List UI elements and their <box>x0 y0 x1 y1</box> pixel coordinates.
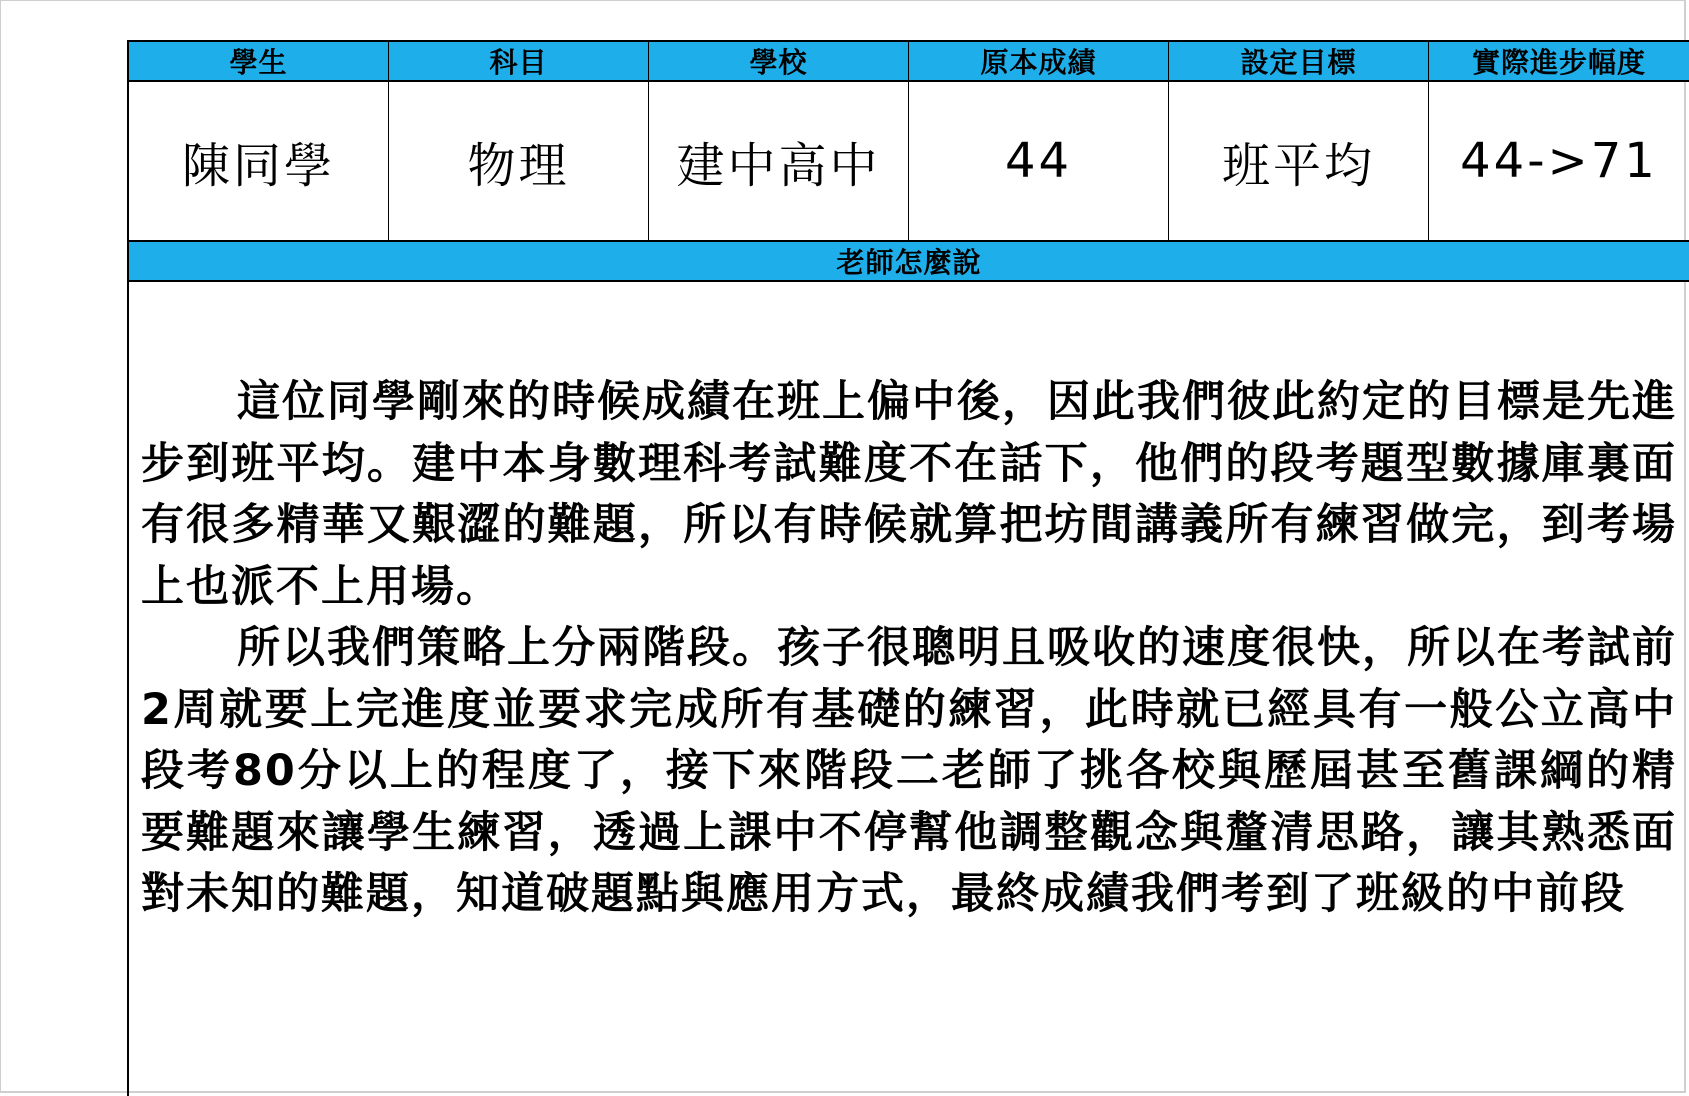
header-target: 設定目標 <box>1169 42 1429 80</box>
student-name: 陳同學 <box>129 82 389 240</box>
subject: 物理 <box>389 82 649 240</box>
table-row <box>129 82 1689 242</box>
comment-paragraph-2: 所以我們策略上分兩階段。孩子很聰明且吸收的速度很快，所以在考試前2周就要上完進度並要求完成所有基礎的練習，此時就已經具有一般公立高中段考80分以上的程度了，接下來階段二老師了挑各校與歷屆甚至舊課綱的精要難題來讓學生練習，透過上課中不停幫他調整觀念與釐清思路，讓其熟悉面對未知的難題，知道破題點與應用方式，最終成績我們考到了班級的中前段 <box>141 623 1677 919</box>
original-score: 44 <box>909 82 1169 240</box>
target: 班平均 <box>1169 82 1429 240</box>
header-subject: 科目 <box>389 42 649 80</box>
header-actual-progress: 實際進步幅度 <box>1471 46 1646 79</box>
student-progress-table <box>127 40 1689 1096</box>
header-student: 學生 <box>129 42 389 80</box>
header-school: 學校 <box>649 42 909 80</box>
comment-body <box>129 282 1689 926</box>
table-header-row <box>129 42 1689 82</box>
comment-header: 老師怎麼說 <box>129 242 1689 282</box>
header-original-score: 原本成績 <box>909 42 1169 80</box>
school: 建中高中 <box>649 82 909 240</box>
actual-progress: 44->71 <box>1460 133 1658 189</box>
comment-paragraph-1: 這位同學剛來的時候成績在班上偏中後，因此我們彼此約定的目標是先進步到班平均。建中本身數理科考試難度不在話下，他們的段考題型數據庫裏面有很多精華又艱澀的難題，所以有時候就算把坊間講義所有練習做完，到考場上也派不上用場。 <box>141 377 1677 612</box>
